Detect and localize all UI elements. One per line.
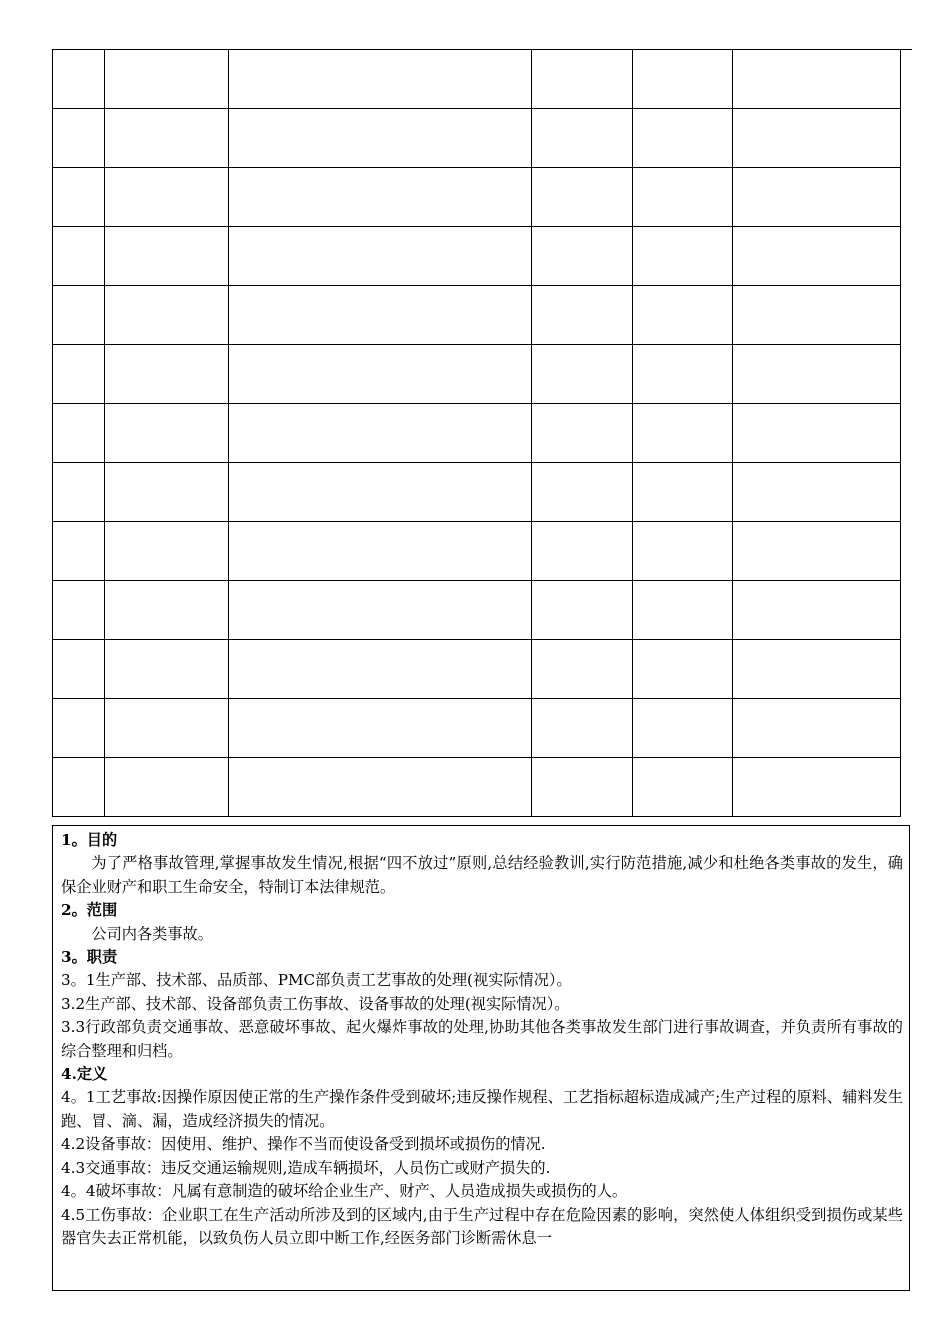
table-cell	[229, 463, 532, 522]
table-row	[53, 581, 901, 640]
table-cell	[633, 109, 733, 168]
table-body	[53, 50, 901, 817]
table-cell	[105, 404, 229, 463]
table-row	[53, 109, 901, 168]
table-row	[53, 227, 901, 286]
section-heading-purpose: 1。目的	[61, 831, 118, 849]
table-cell	[532, 758, 633, 817]
table-edge-line	[900, 49, 912, 50]
table-cell	[532, 463, 633, 522]
table-cell	[229, 109, 532, 168]
table-cell	[53, 227, 105, 286]
table-cell	[53, 758, 105, 817]
table-cell	[105, 581, 229, 640]
table-cell	[105, 109, 229, 168]
table-cell	[53, 581, 105, 640]
table-cell	[633, 463, 733, 522]
table-cell	[532, 404, 633, 463]
table-cell	[53, 50, 105, 109]
table-row	[53, 463, 901, 522]
table-cell	[733, 109, 901, 168]
procedure-text-section	[52, 825, 910, 1291]
table-cell	[532, 109, 633, 168]
definition-item-4-2: 4.2设备事故：因使用、维护、操作不当而使设备受到损坏或损伤的情况.	[61, 1135, 546, 1154]
table-cell	[633, 522, 733, 581]
table-cell	[633, 581, 733, 640]
table-cell	[53, 168, 105, 227]
table-cell	[733, 345, 901, 404]
table-cell	[53, 286, 105, 345]
table-cell	[633, 227, 733, 286]
table-row	[53, 699, 901, 758]
table-cell	[733, 758, 901, 817]
table-cell	[733, 522, 901, 581]
table-row	[53, 404, 901, 463]
table-row	[53, 522, 901, 581]
table-cell	[105, 522, 229, 581]
table-cell	[105, 640, 229, 699]
table-cell	[532, 522, 633, 581]
table-cell	[532, 640, 633, 699]
table-cell	[229, 227, 532, 286]
table-cell	[53, 109, 105, 168]
table-cell	[733, 699, 901, 758]
table-cell	[733, 581, 901, 640]
table-cell	[633, 699, 733, 758]
table-cell	[633, 758, 733, 817]
table-cell	[105, 168, 229, 227]
table-row	[53, 640, 901, 699]
table-cell	[105, 463, 229, 522]
table-cell	[633, 50, 733, 109]
definition-item-4-5: 4.5工伤事故：企业职工在生产活动所涉及到的区域内,由于生产过程中存在危险因素的影响，突然使人体组织受到损伤或某些器官失去正常机能，以致负伤人员立即中断工作,经医务部门诊断需休息一	[61, 1205, 903, 1247]
table-cell	[105, 286, 229, 345]
table-cell	[229, 50, 532, 109]
table-row	[53, 758, 901, 817]
table-cell	[53, 345, 105, 404]
table-row	[53, 345, 901, 404]
section-heading-duties: 3。职责	[61, 948, 118, 967]
duty-item-3-1: 3。1生产部、技术部、品质部、PMC部负责工艺事故的处理(视实际情况）。	[61, 971, 572, 990]
definition-item-4-1: 4。1工艺事故:因操作原因使正常的生产操作条件受到破坏;违反操作规程、工艺指标超标造成减产;生产过程的原料、辅料发生跑、冒、滴、漏，造成经济损失的情况。	[61, 1088, 903, 1130]
table-cell	[532, 286, 633, 345]
table-cell	[229, 640, 532, 699]
table-cell	[229, 168, 532, 227]
table-cell	[733, 404, 901, 463]
table-cell	[105, 227, 229, 286]
table-cell	[733, 286, 901, 345]
table-cell	[733, 50, 901, 109]
purpose-paragraph: 为了严格事故管理,掌握事故发生情况,根据“四不放过”原则,总结经验教训,实行防范措施,减少和杜绝各类事故的发生，确保企业财产和职工生命安全，特制订本法律规范。	[61, 854, 903, 896]
table-cell	[53, 522, 105, 581]
table-cell	[53, 463, 105, 522]
blank-record-table	[52, 49, 901, 817]
table-cell	[733, 640, 901, 699]
table-cell	[105, 50, 229, 109]
table-cell	[532, 50, 633, 109]
table-cell	[229, 404, 532, 463]
section-heading-definitions: 4.定义	[61, 1065, 108, 1084]
table-cell	[633, 345, 733, 404]
table-cell	[633, 286, 733, 345]
table-row	[53, 286, 901, 345]
table-cell	[105, 345, 229, 404]
table-cell	[105, 758, 229, 817]
table-cell	[229, 581, 532, 640]
definition-item-4-4: 4。4破坏事故：凡属有意制造的破坏给企业生产、财产、人员造成损失或损伤的人。	[61, 1182, 628, 1201]
table-cell	[532, 168, 633, 227]
table-cell	[229, 345, 532, 404]
table-cell	[53, 640, 105, 699]
table-row	[53, 168, 901, 227]
table-cell	[532, 227, 633, 286]
table-cell	[229, 699, 532, 758]
definition-item-4-3: 4.3交通事故：违反交通运输规则,造成车辆损坏，人员伤亡或财产损失的.	[61, 1158, 551, 1177]
table-cell	[633, 168, 733, 227]
table-cell	[633, 640, 733, 699]
scope-paragraph: 公司内各类事故。	[91, 924, 213, 943]
table-cell	[733, 227, 901, 286]
table-cell	[633, 404, 733, 463]
section-heading-scope: 2。范围	[61, 901, 118, 920]
table-cell	[53, 699, 105, 758]
table-row	[53, 50, 901, 109]
table-cell	[733, 168, 901, 227]
table-cell	[532, 345, 633, 404]
duty-item-3-3: 3.3行政部负责交通事故、恶意破坏事故、起火爆炸事故的处理,协助其他各类事故发生部门进行事故调查，并负责所有事故的综合整理和归档。	[61, 1018, 903, 1060]
table-cell	[229, 758, 532, 817]
table-cell	[532, 581, 633, 640]
duty-item-3-2: 3.2生产部、技术部、设备部负责工伤事故、设备事故的处理(视实际情况）。	[61, 994, 570, 1013]
table-cell	[105, 699, 229, 758]
table-cell	[733, 463, 901, 522]
table-cell	[229, 286, 532, 345]
table-cell	[532, 699, 633, 758]
table-cell	[53, 404, 105, 463]
table-cell	[229, 522, 532, 581]
